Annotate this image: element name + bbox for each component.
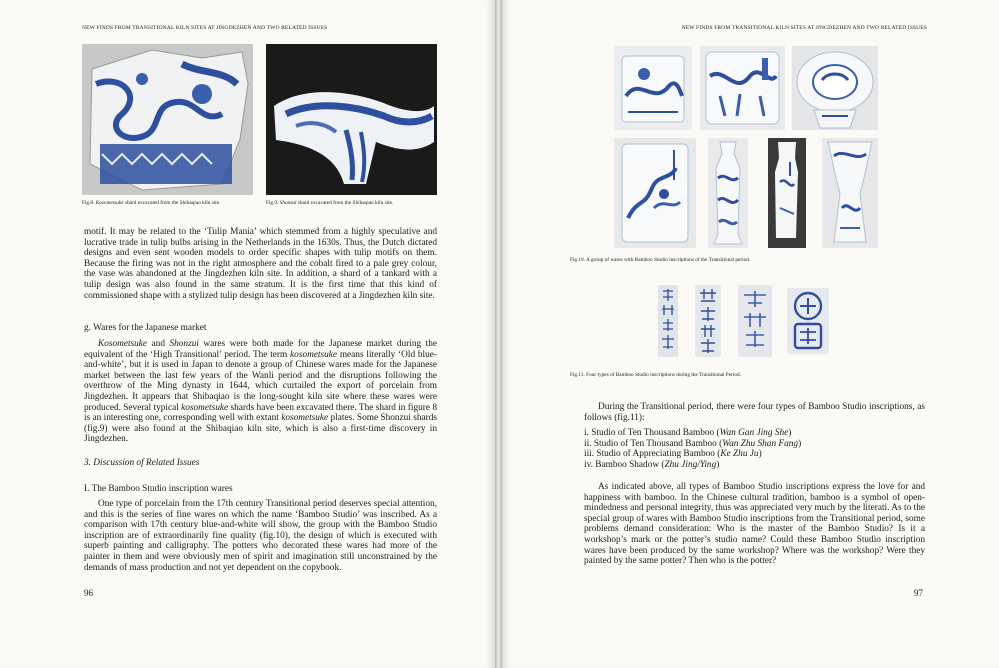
- fig10-photo-3: [792, 46, 878, 130]
- right-paragraph-1: During the Transitional period, there were four types of Bamboo Studio inscriptions, as follows (fig.11):: [584, 402, 925, 423]
- fig9-photo: [266, 44, 437, 195]
- fig10-photo-4: [614, 138, 696, 248]
- list-item: i. Studio of Ten Thousand Bamboo (Wan Gan Jing She): [584, 428, 792, 438]
- list-item: ii. Studio of Ten Thousand Bamboo (Wan Zhu Shan Fang): [584, 438, 802, 449]
- fig8-caption: Fig.8. Kosometsuke shard excavated from the Shibaqiao kiln site.: [82, 200, 221, 206]
- fig10-photo-5: [708, 138, 748, 248]
- page-number-left: 96: [84, 588, 93, 598]
- list-item: iv. Bamboo Shadow (Zhu Jing/Ying): [584, 460, 720, 471]
- inscription-type-list: [584, 428, 801, 471]
- heading-3: 3. Discussion of Related Issues: [84, 458, 200, 468]
- inscription-seal-1: [658, 285, 678, 357]
- left-page: [0, 0, 495, 668]
- list-item: iii. Studio of Appreciating Bamboo (Ke Zhu Ju): [584, 449, 762, 460]
- fig10-photo-2: [700, 46, 785, 130]
- right-page: [502, 0, 999, 668]
- fig11-caption: Fig.11. Four types of Bamboo Studio inscriptions during the Transitional Period.: [570, 372, 741, 378]
- running-head-right: NEW FINDS FROM TRANSITIONAL KILN SITES AT JINGDEZHEN AND TWO RELATED ISSUES: [681, 25, 927, 31]
- fig10-photo-1: [614, 46, 692, 130]
- gutter: [495, 0, 502, 668]
- running-head-left: NEW FINDS FROM TRANSITIONAL KILN SITES AT JINGDEZHEN AND TWO RELATED ISSUES: [82, 25, 328, 31]
- heading-I: I. The Bamboo Studio inscription wares: [84, 484, 233, 494]
- page-number-right: 97: [914, 588, 923, 598]
- fig10-photo-6: [768, 138, 806, 248]
- fig10-caption: Fig.10. A group of wares with Bamboo Studio inscriptions of the Transitional period.: [570, 257, 751, 263]
- fig10-photo-7: [822, 138, 878, 248]
- inscription-seal-4: [787, 288, 829, 354]
- inscription-seal-2: [695, 285, 721, 357]
- inscription-seal-3: [738, 285, 772, 357]
- left-paragraph-1: motif. It may be related to the ‘Tulip Mania’ which stemmed from a highly speculative and lucrative trade in tulip bulbs arising in the Netherlands in the 1630s. Thus, the Dutch dictated designs and even sent wooden models to order specific shapes with tulip motifs on them. Because the firing was not in the right atmosphere and the cobalt fired to a pale grey colour, the vase was abandoned at the Jingdezhen kiln site. In addition, a shard of a tankard with a tulip design was also found in the same stratum. It is the first time that this kind of commissioned shape with a stylized tulip design has been discovered at a Jingdezhen kiln site.: [84, 227, 437, 301]
- right-paragraph-2: As indicated above, all types of Bamboo Studio inscriptions express the love for and happiness with bamboo. In the Chinese cultural tradition, bamboo is a symbol of open-mindedness and personal integrity, thus was appreciated very much by the literati. As to the special group of wares with Bamboo Studio inscriptions from the Transitional period, some problems demand consideration: Who is the master of the Bamboo Studio? Is it a workshop’s mark or the potter’s studio name? Could these Bamboo Studio inscription wares have been produced by the same workshop? Where was the workshop? Were they painted by the same potter? Then who is the potter?: [584, 482, 925, 567]
- fig8-photo: [82, 44, 253, 195]
- left-paragraph-3: One type of porcelain from the 17th century Transitional period deserves special attention, and this is the series of fine wares on which the name ‘Bamboo Studio’ was inscribed. As a comparison with 17th century blue-and-white will show, the group with the Bamboo Studio inscription are of extraordinarily fine quality (fig.10), the design of which is executed with superb painting and calligraphy. The potters who decorated these wares had more of the painter in them and were obviously men of spirit and imagination still unconstrained by the demands of mass production and not yet dependent on the copybook.: [84, 499, 437, 573]
- fig9-caption: Fig.9. Shonzui shard excavated from the Shibaqiao kiln site.: [266, 200, 394, 206]
- left-paragraph-2: Kosometsuke and Shonzui wares were both made for the Japanese market during the equivalent of the ‘High Transitional’ period. The term kosometsuke means literally ‘Old blue-and-white’, but it is used in Japan to denote a group of Chinese wares made for the Japanese market between the last few years of the Wanli period and the disruptions following the overthrow of the Ming dynasty in 1644, which curtailed the export of porcelain from Jingdezhen. It appears that Shibaqiao is the long-sought kiln site where these wares were produced. Several typical kosometsuke shards have been excavated there. The shard in figure 8 is an interesting one, corresponding well with extant kosometsuke plates. Some Shonzui shards (fig.9) were also found at the Shibaqiao kiln site, which is also a first-time discovery in Jingdezhen.: [84, 339, 437, 445]
- heading-g: g. Wares for the Japanese market: [84, 323, 207, 333]
